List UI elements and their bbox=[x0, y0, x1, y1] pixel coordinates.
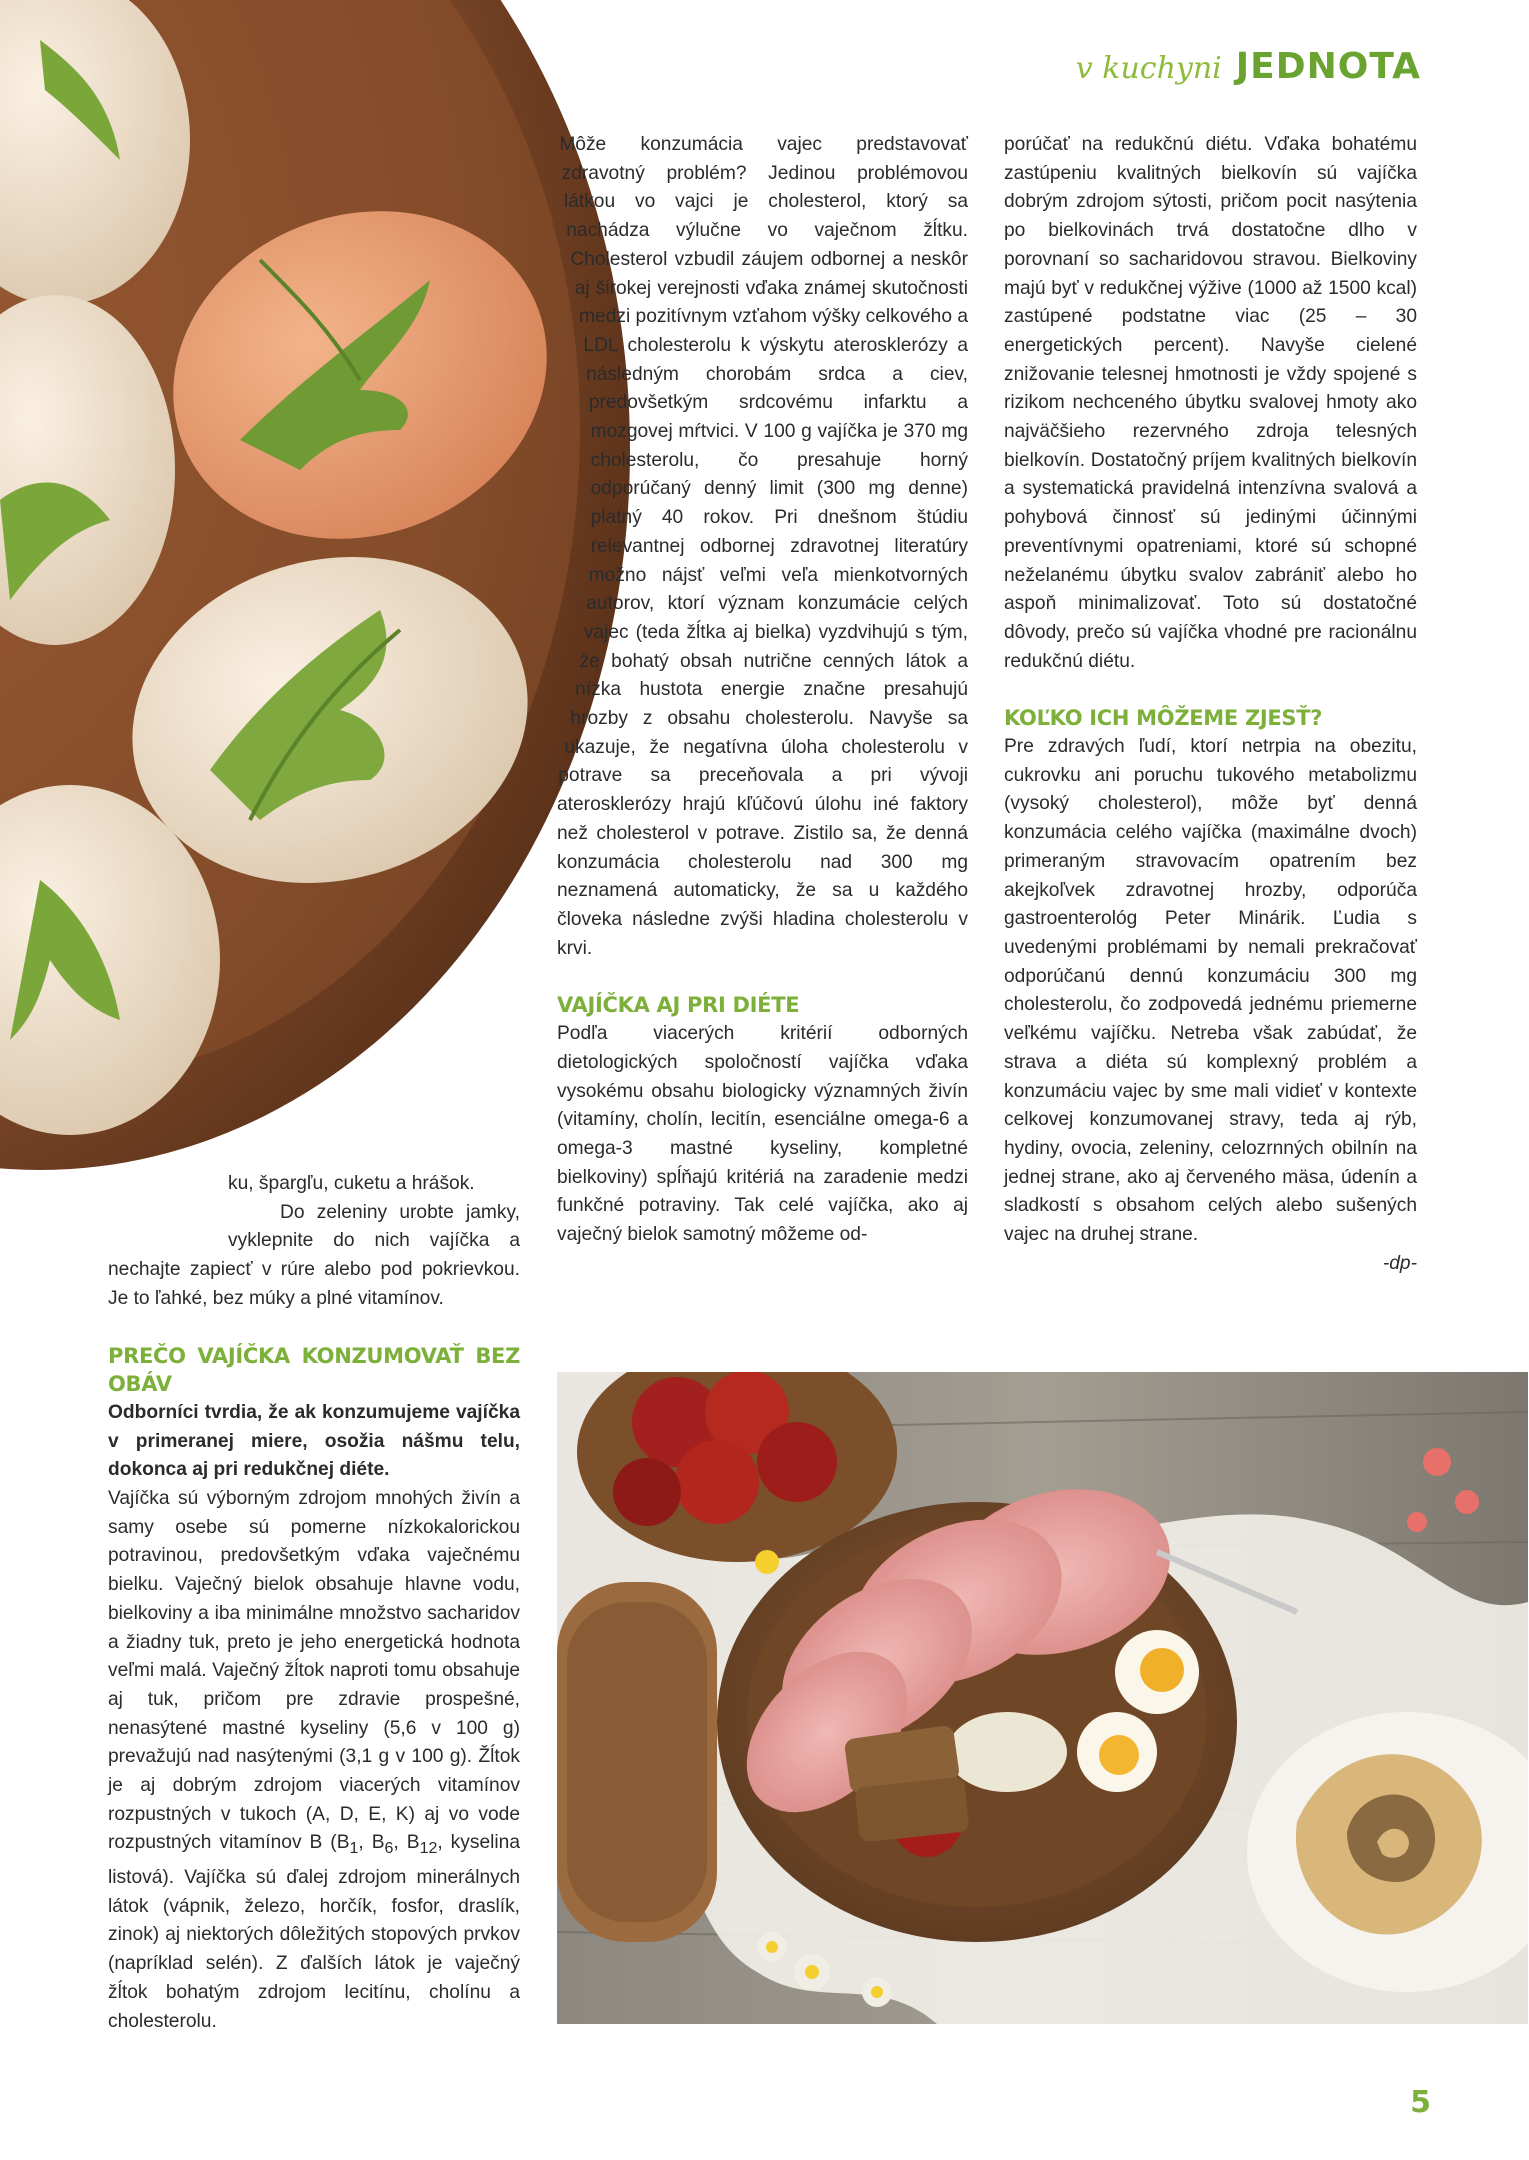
body-paragraph-proteins: porúčať na redukčnú diétu. Vďaka bohatému zastúpeniu kvalitných bielkovín sú vajíčka dobrým zdrojom sýtosti, pričom pocit nasýtenia po bielkovinách trvá dostatočne dlho v porovnaní so sacharidovou stravou. Bielkoviny majú byť v redukčnej výžive (1000 až 1500 kcal) zastúpené podstatne viac (25 – 30 energetických percent). Navyše cielené znižovanie telesnej hmotnosti je vždy spojené s rizikom nechceného úbytku svalovej hmoty ako najväčšieho rezervného zdroja telesných bielkovín. Dostatočný príjem kvalitných bielkovín a systematická pravidelná intenzívna svalová a pohybová činnosť sú jedinými účinnými preventívnymi opatreniami, ktoré sú schopné neželanému úbytku svalov zabrániť alebo ho aspoň minimalizovať. Toto sú dostatočné dôvody, prečo sú vajíčka vhodné pre racionálnu redukčnú diétu. bbox=[1004, 134, 1417, 672]
heading-preco-vajicka: PREČO VAJÍČKA KONZUMOVAŤ BEZ OBÁV bbox=[108, 1343, 520, 1397]
intro-paragraph: Do zeleniny urobte jamky, vyklepnite do nich vajíčka a nechajte zapiecť v rúre alebo pod pokrievkou. Je to ľahké, bez múky a plné vitamínov. bbox=[108, 1201, 520, 1309]
body-paragraph-cholesterol: Môže konzumácia vajec predstavovať zdravotný problém? Jedinou problémovou látkou vo vajci je cholesterol, ktorý sa nachádza výlučne vo vaječnom žĺtku. Cholesterol vzbudil záujem odbornej a neskôr aj širokej verejnosti vďaka známej skutočnosti medzi pozitívnym vzťahom výšky celkového a LDL cholesterolu k výskytu aterosklerózy a následným chorobám srdca a ciev, predovšetkým srdcovému infarktu a mozgovej mŕtvici. V 100 g vajíčka je 370 mg cholesterolu, čo presahuje horný odporúčaný denný limit (300 mg denne) platný 40 rokov. Pri dnešnom štúdiu relevantnej odbornej zdravotnej literatúry možno nájsť veľmi veľa mienkotvorných autorov, ktorí význam konzumácie celých vajec (teda žĺtka aj bielka) vyzdvihujú s tým, že bohatý obsah nutrične cenných látok a nízka hustota energie značne presahujú hrozby z obsahu cholesterolu. Navyše sa ukazuje, že negatívna úloha cholesterolu v potrave sa preceňovala a pri vývoji aterosklerózy hrajú kľúčovú úlohu iné faktory než cholesterol v potrave. Zistilo sa, že denná konzumácia cholesterolu nad 300 mg neznamená automaticky, že sa u každého človeka následne zvýši hladina cholesterolu v krvi. bbox=[557, 134, 969, 959]
body-paragraph-nutrients: Vajíčka sú výborným zdrojom mnohých živín a samy osebe sú pomerne nízkokalorickou potravinou, predovšetkým vďaka vaječnému bielku. Vaječný bielok obsahuje hlavne vodu, bielkoviny a iba minimálne množstvo sacharidov a žiadny tuk, preto je jeho energetická hodnota veľmi malá. Vaječný žĺtok naproti tomu obsahuje aj tuk, pričom pre zdravie prospešné, nenasýtené mastné kyseliny (5,6 v 100 g) prevažujú nad nasýtenými (3,1 g v 100 g). Žĺtok je aj dobrým zdrojom viacerých vitamínov rozpustných v tukoch (A, D, E, K) aj vo vode rozpustných vitamínov B ($B_1$, $B_6$, $B_{12}$, kyselina listová). Vajíčka sú ďalej zdrojom minerálnych látok (vápnik, železo, horčík, fosfor, draslík, zinok) aj niektorých dôležitých stopových prvkov (napríklad selén). Z ďalších látok je vaječný žĺtok bohatým zdrojom lecitínu, cholínu a cholesterolu. bbox=[108, 1488, 520, 2032]
page-number: 5 bbox=[1410, 2085, 1431, 2120]
middle-column bbox=[557, 131, 968, 1250]
photo-easter-meal bbox=[557, 1372, 1528, 2024]
lead-paragraph: Odborníci tvrdia, že ak konzumujeme vajíčka v primeranej miere, osožia nášmu telu, dokonca aj pri redukčnej diéte. bbox=[108, 1401, 520, 1481]
left-column bbox=[108, 1170, 520, 2036]
section-label: v kuchyni bbox=[1075, 51, 1222, 86]
right-column bbox=[1004, 131, 1417, 1278]
body-paragraph-amount: Pre zdravých ľudí, ktorí netrpia na obezitu, cukrovku ani poruchu tukového metabolizmu (vysoký cholesterol), môže byť denná konzumácia celého vajíčka (maximálne dvoch) primeraným stravovacím opatrením bez akejkoľvek zdravotnej hrozby, odporúča gastroenterológ Peter Minárik. Ľudia s uvedenými problémami by nemali prekračovať odporúčanú dennú konzumáciu 300 mg cholesterolu, čo zodpovedá jednému priemerne veľkému vajíčku. Netreba však zabúdať, že strava a diéta sú komplexný problém a konzumáciu vajec by sme mali vidieť v kontexte celkovej konzumovanej stravy, teda aj rýb, hydiny, ovocia, zeleniny, celozrnných obilnín na jednej strane, ako aj červeného mäsa, údenín a sladkostí s obsahom celých alebo sušených vajec na druhej strane. bbox=[1004, 736, 1417, 1246]
brand-header bbox=[1076, 46, 1421, 87]
intro-line-1: ku, špargľu, cuketu a hrášok. bbox=[228, 1173, 475, 1194]
body-paragraph-diet: Podľa viacerých kritérií odborných dietologických spoločností vajíčka vďaka vysokému obsahu biologicky významných živín (vitamíny, cholín, lecitín, esenciálne omega-6 a omega-3 mastné kyseliny, kompletné bielkoviny) spĺňajú kritériá na zaradenie medzi funkčné potraviny. Tak celé vajíčka, ako aj vaječný bielok samotný môžeme od- bbox=[557, 1023, 968, 1246]
heading-kolko-ich-mozeme-zjest: KOĽKO ICH MÔŽEME ZJESŤ? bbox=[1004, 706, 1323, 731]
photo-easter-eggs-bowl bbox=[0, 0, 640, 1170]
brand-logo: JEDNOTA bbox=[1235, 46, 1421, 87]
heading-vajicka-pri-diete: VAJÍČKA AJ PRI DIÉTE bbox=[557, 993, 800, 1018]
author-signature: -dp- bbox=[1382, 1252, 1417, 1274]
